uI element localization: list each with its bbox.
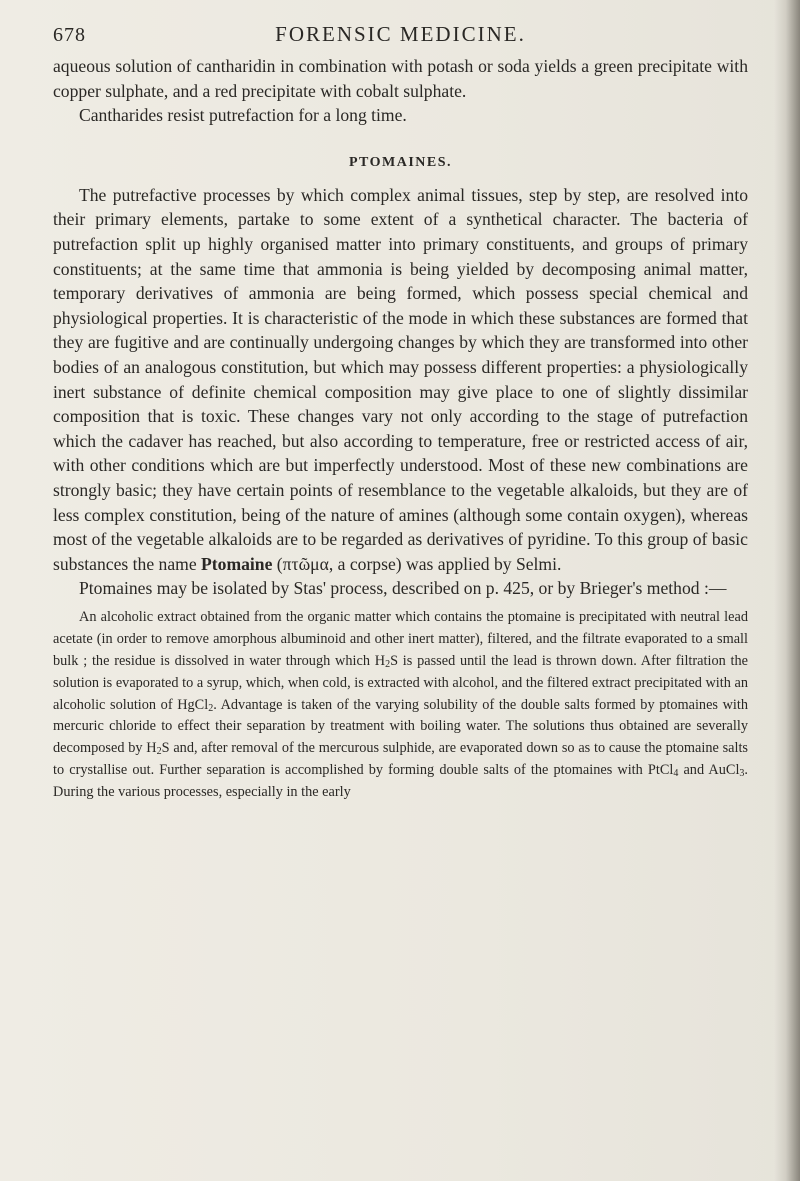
ptomaines-paragraph-2: Ptomaines may be isolated by Stas' process, described on p. 425, or by Brieger's method :— [79,578,727,599]
intro-paragraph-2: Cantharides resist putrefaction for a long time. [79,105,407,126]
brieger-method-paragraph [53,607,748,804]
method-subscript-3: 2 [156,746,162,758]
ptomaine-term: Ptomaine [201,553,273,574]
running-header [53,20,748,54]
page-content [53,20,748,804]
method-text-6: . During the various processes, especially in the early [53,762,748,801]
method-subscript-4: 4 [673,768,679,780]
method-subscript-5: 3 [739,768,745,780]
intro-paragraph-1: aqueous solution of cantharidin in combination with potash or soda yields a green precipitate with copper sulphate, and a red precipitate with cobalt sulphate. [53,56,748,101]
page-number: 678 [53,24,86,46]
ptomaines-paragraph-1 [53,183,748,577]
method-text-5: and AuCl [678,762,740,779]
method-text-2: S is passed until the lead is thrown down. After filtration the solution is evaporated to a syrup, which, when cold, is extracted with alcohol, and the filtered extract precipitated with an alcoholic solution of HgCl [53,652,748,713]
method-text-1: An alcoholic extract obtained from the organic matter which contains the ptomaine is precipitated with neutral lead acetate (in order to remove amorphous albuminoid and other inert matter), filtered, and the filtrate evaporated to a small bulk ; the residue is dissolved in water through which H [53,608,748,669]
section-heading-ptomaines: PTOMAINES. [348,154,453,170]
method-text-4: S and, after removal of the mercurous sulphide, are evaporated down so as to cause the ptomaine salts to crystallise out. Further separation is accomplished by forming double salts of the ptomaines with PtCl [53,740,748,779]
method-subscript-1: 2 [385,658,391,670]
ptomaines-paragraph-1-text-b: (πτῶμα, a corpse) was applied by Selmi. [272,553,562,574]
method-subscript-2: 2 [208,702,214,714]
binding-shadow [774,0,800,1181]
method-text-3: . Advantage is taken of the varying solubility of the double salts formed by ptomaines with mercuric chloride to effect their separation by treatment with boiling water. The solutions thus obtained are severally decomposed by H [53,696,749,757]
ptomaines-paragraph-1-text-a: The putrefactive processes by which complex animal tissues, step by step, are resolved into their primary elements, partake to some extent of a synthetical character. The bacteria of putrefaction split up highly organised matter into primary constituents, and groups of primary constituents; at the same time that ammonia is being yielded by decomposing animal matter, temporary derivatives of ammonia are being formed, which possess special chemical and physiological properties. It is characteristic of the mode in which these substances are formed that they are fugitive and are continually undergoing changes by which they are transformed into other bodies of an analogous constitution, but which may possess different properties: a physiologically inert substance of definite chemical composition may give place to one of slightly dissimilar composition that is toxic. These changes vary not only according to the stage of putrefaction which the cadaver has reached, but also according to temperature, free or restricted access of air, with other conditions which are but imperfectly understood. Most of these new combinations are strongly basic; they have certain points of resemblance to the vegetable alkaloids, but they are of less complex constitution, being of the nature of amines (although some contain oxygen), whereas most of the vegetable alkaloids are to be regarded as derivatives of pyridine. To this group of basic substances the name [53,184,748,574]
running-title: FORENSIC MEDICINE. [275,22,526,46]
